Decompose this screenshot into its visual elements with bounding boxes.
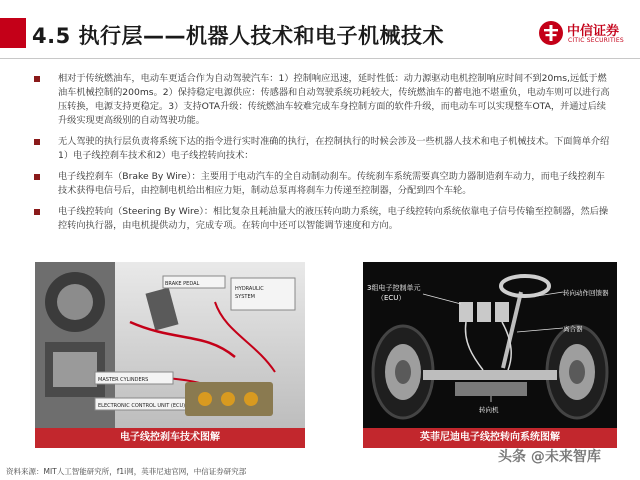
logo-text-cn: 中信证券 (567, 24, 620, 39)
bullet-text: 电子线控刹车（Brake By Wire）：主要用于电动汽车的全自动制动刹车。传统刹车系统需要真空助力器制造刹车动力，而电子线控刹车技术获得电信号后，由控制电机给出相应力矩，制动总泵再将刹车力传递至控制器，分配到四个车轮。 (58, 171, 605, 196)
bullet-text: 无人驾驶的执行层负责将系统下达的指令进行实时准确的执行，在控制执行的时候会涉及一些机器人技术和电子机械技术。下面简单介绍1）电子线控刹车技术和2）电子线控转向技术： (58, 136, 610, 161)
bullet-item (34, 205, 614, 233)
ecu-unit-label-1: 3组电子控制单元 (367, 284, 421, 292)
bullet-text: 电子线控转向（Steering By Wire）：相比复杂且耗油量大的液压转向助力系统，电子线控转向系统依靠电子信号传输至控制器，然后操控转向执行器，由电机提供动力，完成专项。在转向中还可以智能调节速度和方向。 (58, 206, 609, 231)
brake-by-wire-caption: 电子线控刹车技术图解 (35, 428, 305, 448)
ecu-label: ELECTRONIC CONTROL UNIT (ECU) (98, 403, 186, 409)
ecu-unit-label-2: （ECU） (377, 294, 406, 302)
steer-by-wire-image (363, 262, 617, 428)
steering-gear-label: 转向机 (479, 406, 499, 414)
master-cylinders-label: MASTER CYLINDERS (98, 377, 149, 383)
hydraulic-label-2: SYSTEM (235, 294, 255, 300)
logo-text-en: CITIC SECURITIES (568, 37, 624, 44)
steer-by-wire-figure (363, 262, 617, 448)
title-accent-bar (0, 18, 26, 48)
bullet-text: 相对于传统燃油车，电动车更适合作为自动驾驶汽车：1）控制响应迅速，延时性低：动力源驱动电机控制响应时间不到20ms,远低于燃油车机械控制的200ms。2）保持稳定电源供应：传感器和自动驾驶系统功耗较大，传统燃油车的蓄电池不堪重负，电动车则可以进行高压转换，电源支持更稳定。3）支持OTA升级：传统燃油车较难完成车身控制方面的软件升级，而电动车可以实现整车OTA，并通过后续升级实现更高级别的自动驾驶功能。 (58, 73, 610, 126)
slide-header (0, 0, 640, 59)
feedback-actuator-label: 转向动作回馈器 (563, 289, 609, 297)
citic-logo (538, 18, 634, 48)
source-note: 资料来源：MIT人工智能研究所，f1i网，英菲尼迪官网，中信证券研究部 (6, 467, 247, 476)
clutch-label: 离合器 (563, 325, 583, 333)
bullet-item (34, 72, 614, 128)
bullet-list (34, 72, 614, 240)
watermark: 头条 @未来智库 (498, 449, 601, 465)
page-title: 4.5 执行层——机器人技术和电子机械技术 (32, 24, 445, 48)
brake-by-wire-image (35, 262, 305, 428)
bullet-item (34, 135, 614, 163)
steer-by-wire-caption: 英菲尼迪电子线控转向系统图解 (363, 428, 617, 448)
bullet-item (34, 170, 614, 198)
brake-by-wire-figure (35, 262, 305, 448)
citic-logo-icon (538, 20, 564, 46)
hydraulic-label-1: HYDRAULIC (235, 286, 264, 292)
brake-pedal-label: BRAKE PEDAL (165, 281, 200, 287)
